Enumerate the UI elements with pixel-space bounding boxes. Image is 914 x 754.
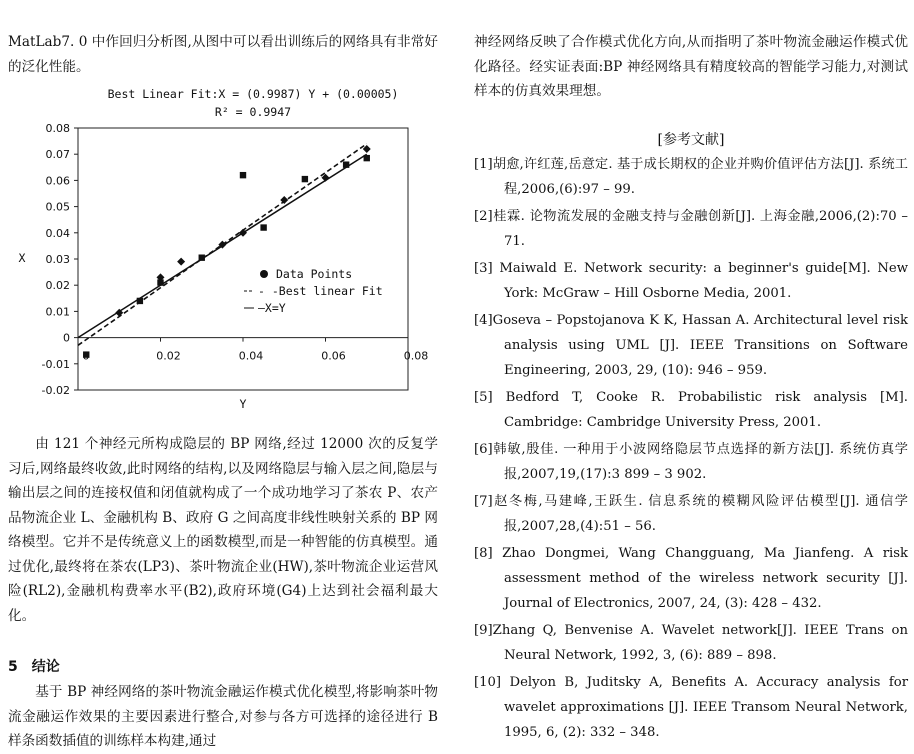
x-tick-label: 0.06	[321, 349, 346, 363]
x-tick-label: 0.02	[156, 349, 181, 363]
y-tick-label: 0.07	[45, 148, 70, 162]
y-axis-label: X	[18, 251, 26, 265]
legend-label-best-fit: - -Best linear Fit	[258, 284, 383, 298]
data-point	[302, 176, 308, 182]
y-tick-label: -0.01	[41, 357, 70, 371]
x-axis-ticks	[78, 338, 428, 363]
legend-label-data-points: Data Points	[276, 267, 353, 281]
y-tick-label: -0.02	[41, 384, 70, 397]
reference-item: [5] Bedford T, Cooke R. Probabilistic risk analysis [M]. Cambridge: Cambridge University Press, 2001.	[474, 390, 908, 430]
x-tick-label: 0.04	[238, 349, 264, 363]
reference-item: [2]桂霖. 论物流发展的金融支持与金融创新[J]. 上海金融,2006,(2):70 – 71.	[474, 209, 908, 249]
data-point	[343, 161, 349, 167]
intro-paragraph: MatLab7. 0 中作回归分析图,从图中可以看出训练后的网络具有非常好的泛化性能。	[8, 34, 438, 75]
y-tick-label: 0.01	[45, 305, 70, 319]
reference-item: [3] Maiwald E. Network security: a beginner's guide[M]. New York: McGraw – Hill Osborne Media, 2001.	[474, 261, 908, 301]
legend-marker-data-points	[260, 270, 268, 278]
y-tick-label: 0	[63, 331, 70, 345]
x-tick-label: 0	[82, 349, 90, 363]
references-title: [参考文献]	[657, 132, 725, 148]
reference-item: [7]赵冬梅,马建峰,王跃生. 信息系统的模糊风险评估模型[J]. 通信学报,2007,28,(4):51 – 56.	[474, 494, 908, 534]
reference-item: [6]韩敏,殷佳. 一种用于小波网络隐层节点选择的新方法[J]. 系统仿真学报,2007,19,(17):3 899 – 3 902.	[474, 442, 908, 482]
conclusion-continuation: 神经网络反映了合作模式优化方向,从而指明了茶叶物流金融运作模式优化路径。经实证表面:BP 神经网络具有精度较高的智能学习能力,对测试样本的仿真效果理想。	[474, 34, 908, 99]
y-tick-label: 0.06	[45, 174, 70, 188]
data-point	[239, 229, 247, 237]
data-point	[199, 254, 205, 260]
data-point	[177, 258, 185, 266]
x-tick-label: 0.08	[403, 349, 429, 363]
x-axis-label: Y	[239, 397, 247, 411]
data-point	[260, 224, 266, 230]
chart-title: Best Linear Fit:X = (0.9987) Y + (0.00005)	[107, 87, 399, 101]
data-point	[240, 172, 246, 178]
data-point	[137, 298, 143, 304]
regression-chart	[8, 84, 438, 424]
y-tick-label: 0.03	[45, 253, 70, 266]
data-point	[364, 155, 370, 161]
y-axis-ticks	[42, 122, 78, 397]
reference-item: [1]胡愈,许红莲,岳意定. 基于成长期权的企业并购价值评估方法[J]. 系统工程,2006,(6):97 – 99.	[474, 157, 908, 197]
reference-item: [4]Goseva – Popstojanova K K, Hassan A. Architectural level risk analysis using UML [J]. IEEE Transitions on Software Engineering, 2003, 29, (10): 946 – 959.	[474, 313, 908, 378]
references-list	[474, 152, 908, 747]
y-tick-label: 0.08	[45, 122, 70, 135]
y-tick-label: 0.02	[45, 279, 70, 293]
reference-item: [10] Delyon B, Juditsky A, Benefits A. Accuracy analysis for wavelet approximations [J]. IEEE Transom Neural Network, 1995, 6, (2): 332 – 348.	[474, 675, 908, 740]
legend	[244, 267, 383, 315]
body-paragraph-1: 由 121 个神经元所构成隐层的 BP 网络,经过 12000 次的反复学习后,网络最终收敛,此时网络的结构,以及网络隐层与输入层之间,隐层与输出层之间的连接权值和闭值就构成了一个成功地学习了茶农 P、农产品物流企业 L、金融机构 B、政府 G 之间高度非线性映射关系的 BP 网络模型。它并不是传统意义上的函数模型,而是一种智能的仿真模型。通过优化,最终将在茶农(LP3)、茶叶物流企业(HW),茶叶物流企业运营风险(RL2),金融机构费率水平(B2),政府环境(G4)上达到社会福利最大化。	[8, 436, 438, 624]
y-tick-label: 0.04	[45, 226, 70, 240]
chart-subtitle: R² = 0.9947	[214, 105, 292, 119]
reference-item: [8] Zhao Dongmei, Wang Changguang, Ma Jianfeng. A risk assessment method of the wireless network security [J]. Journal of Electronics, 2007, 24, (3): 428 – 432.	[474, 546, 908, 611]
data-point	[157, 279, 163, 285]
body-paragraph-2: 基于 BP 神经网络的茶叶物流金融运作模式优化模型,将影响茶叶物流金融运作效果的主要因素进行整合,对参与各方可选择的途径进行 B 样条函数插值的训练样本构建,通过	[8, 684, 438, 749]
legend-label-identity: —X=Y	[258, 301, 286, 315]
reference-item: [9]Zhang Q, Benvenise A. Wavelet network[J]. IEEE Trans on Neural Network, 1992, 3, (6): 889 – 898.	[474, 623, 908, 663]
section-heading: 5 结论	[8, 659, 60, 675]
y-tick-label: 0.05	[45, 200, 70, 214]
